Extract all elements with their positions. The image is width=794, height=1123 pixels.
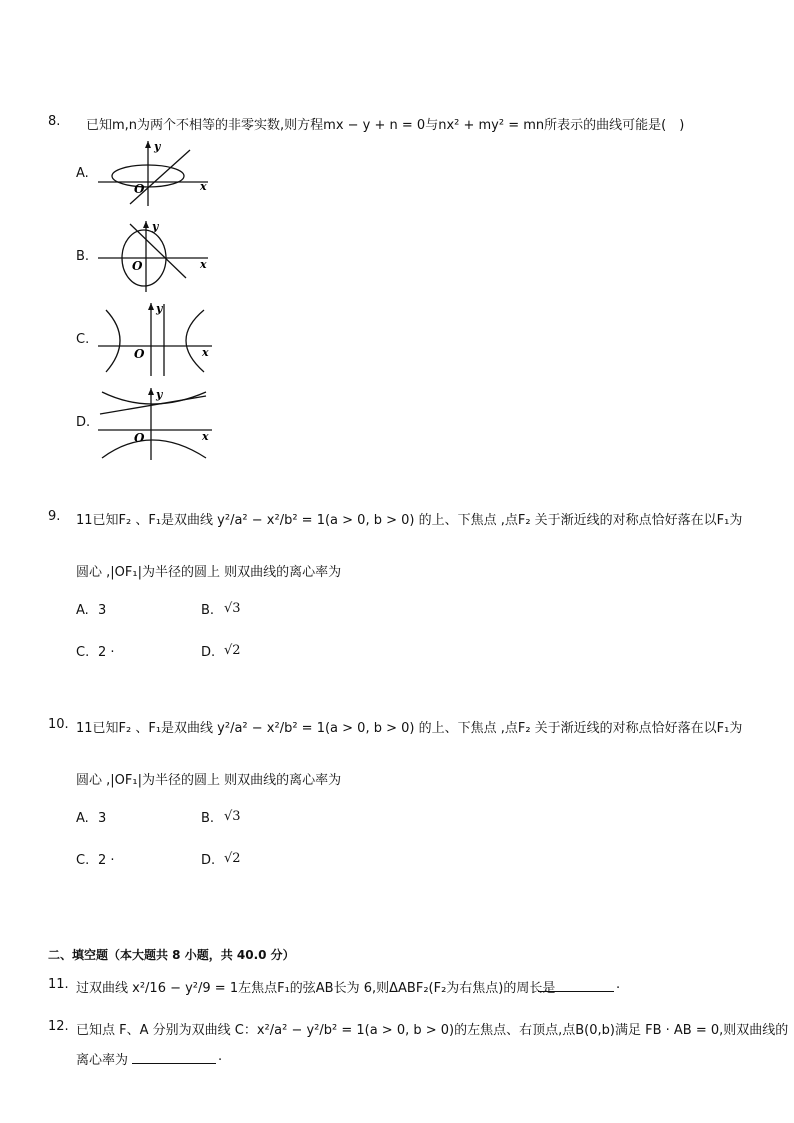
fig-b-y-label: y xyxy=(152,220,159,233)
q8-option-c-label: C. xyxy=(76,332,90,347)
fig-c-y-label: y xyxy=(156,302,163,315)
fig-d-y-label: y xyxy=(156,388,163,401)
figure-c xyxy=(96,300,220,380)
question-9-number: 9. xyxy=(48,509,61,524)
q10-option-d-value: √2 xyxy=(224,851,241,866)
fig-c-origin-label: O xyxy=(134,347,145,361)
question-10-line2: 圆心 ,|OF₁|为半径的圆上 则双曲线的离心率为 xyxy=(76,773,342,788)
q8-option-a-label: A. xyxy=(76,166,89,181)
question-8-text: 已知m,n为两个不相等的非零实数,则方程mx − y + n = 0与nx² + my² = mn所表示的曲线可能是( ) xyxy=(86,118,685,133)
q8-option-b-label: B. xyxy=(76,249,90,264)
q9-option-c-value: 2 · xyxy=(98,645,115,660)
question-12-number: 12. xyxy=(48,1019,69,1034)
fig-a-x-label: x xyxy=(200,180,207,193)
q9-option-d-value: √2 xyxy=(224,643,241,658)
q12-end: . xyxy=(218,1049,223,1064)
question-12-line1: 已知点 F、A 分别为双曲线 C：x²/a² − y²/b² = 1(a > 0, b > 0)的左焦点、右顶点,点B(0,b)满足 FB · AB = 0,则双曲线的 xyxy=(76,1023,789,1038)
q10-option-b-label: B. xyxy=(201,811,215,826)
figure-a xyxy=(96,138,216,208)
q9-option-c-label: C. xyxy=(76,645,90,660)
fig-b-origin-label: O xyxy=(132,259,143,273)
question-9-line1: 11已知F₂ 、F₁是双曲线 y²/a² − x²/b² = 1(a > 0, b > 0) 的上、下焦点 ,点F₂ 关于渐近线的对称点恰好落在以F₁为 xyxy=(76,513,743,528)
fig-d-origin-label: O xyxy=(134,431,145,445)
section-2-heading: 二、填空题（本大题共 8 小题，共 40.0 分） xyxy=(48,948,295,962)
q9-option-b-value: √3 xyxy=(224,601,241,616)
q9-option-a-value: 3 xyxy=(98,603,107,618)
fig-a-y-label: y xyxy=(154,140,161,153)
question-10-number: 10. xyxy=(48,717,69,732)
q9-option-b-label: B. xyxy=(201,603,215,618)
q11-end: . xyxy=(616,977,621,992)
q10-option-c-value: 2 · xyxy=(98,853,115,868)
figure-b xyxy=(96,218,216,294)
q10-option-a-label: A. xyxy=(76,811,89,826)
question-9-line2: 圆心 ,|OF₁|为半径的圆上 则双曲线的离心率为 xyxy=(76,565,342,580)
question-10-line1: 11已知F₂ 、F₁是双曲线 y²/a² − x²/b² = 1(a > 0, b > 0) 的上、下焦点 ,点F₂ 关于渐近线的对称点恰好落在以F₁为 xyxy=(76,721,743,736)
q9-option-d-label: D. xyxy=(201,645,216,660)
q8-option-d-label: D. xyxy=(76,415,91,430)
fig-d-x-label: x xyxy=(202,430,209,443)
question-11-number: 11. xyxy=(48,977,69,992)
question-8-number: 8. xyxy=(48,114,61,129)
question-12-line2: 离心率为 xyxy=(76,1053,129,1068)
q10-option-d-label: D. xyxy=(201,853,216,868)
q10-option-c-label: C. xyxy=(76,853,90,868)
figure-d xyxy=(96,384,220,462)
q12-answer-blank[interactable] xyxy=(132,1063,216,1064)
question-11-text: 过双曲线 x²/16 − y²/9 = 1左焦点F₁的弦AB长为 6,则ΔABF₂(F₂为右焦点)的周长是 xyxy=(76,981,556,996)
q10-option-b-value: √3 xyxy=(224,809,241,824)
fig-b-x-label: x xyxy=(200,258,207,271)
fig-a-origin-label: O xyxy=(134,182,145,196)
q9-option-a-label: A. xyxy=(76,603,89,618)
fig-c-x-label: x xyxy=(202,346,209,359)
q11-answer-blank[interactable] xyxy=(538,991,614,992)
q10-option-a-value: 3 xyxy=(98,811,107,826)
